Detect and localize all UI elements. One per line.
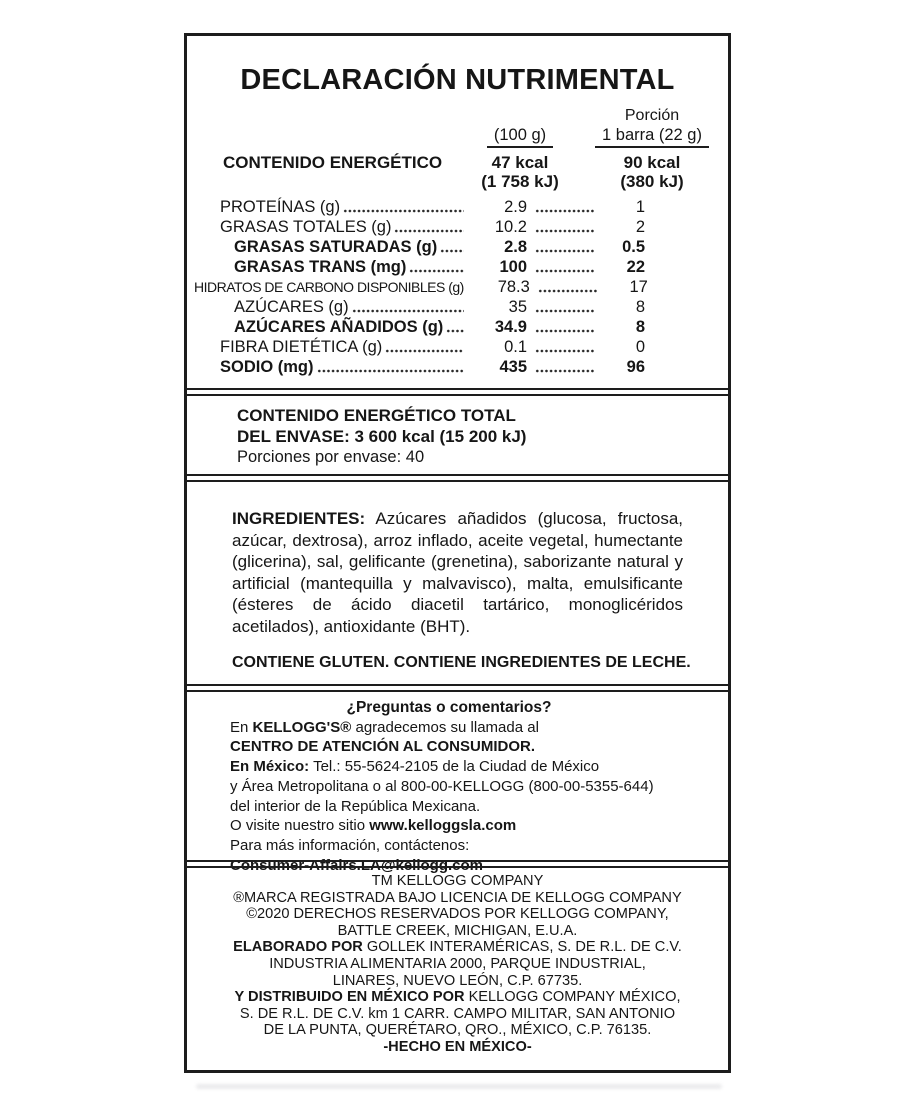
contact-line-3: En México: Tel.: 55-5624-2105 de la Ciudad de México [230,758,600,776]
total-energy-line1: CONTENIDO ENERGÉTICO TOTAL [237,406,516,425]
contact-email: Consumer-Affairs.LA@kellogg.com [230,856,483,874]
manufacturer-line: ELABORADO POR GOLLEK INTERAMÉRICAS, S. DE R.L. DE C.V. [233,939,682,956]
distributor-address-2: DE LA PUNTA, QUERÉTARO, QRO., MÉXICO, C.P. 76135. [263,1022,652,1039]
nutrient-row-sodio: SODIO (mg) 435 96 [220,358,645,376]
section-nutrition-table [187,36,728,388]
brand-name: KELLOGG'S® [252,718,352,736]
allergen-statement: CONTIENE GLUTEN. CONTIENE INGREDIENTES DE LECHE. [232,654,691,671]
total-energy-line2: DEL ENVASE: 3 600 kcal (15 200 kJ) [237,427,527,446]
energy-per-100g: 47 kcal (1 758 kJ) [481,153,559,191]
registered-mark-line: ®MARCA REGISTRADA BAJO LICENCIA DE KELLOGG COMPANY [233,889,682,906]
nutrient-rows [187,197,728,377]
contact-line-7: Para más información, contáctenos: [230,836,470,854]
col-header-per-portion: 1 barra (22 g) [587,125,717,148]
section-contact [187,692,728,874]
section-ingredients [187,482,728,684]
label-title: DECLARACIÓN NUTRIMENTAL [240,64,675,96]
dot-leader [535,208,595,213]
section-divider [187,860,728,868]
section-total-energy [187,396,728,474]
energy-content-row [187,153,728,191]
nutrient-row-grasas-totales: GRASAS TOTALES (g) 10.2 2 [220,218,645,236]
column-super-header-row [187,97,728,125]
ingredients-body: Azúcares añadidos (glucosa, fructosa, azúcar, dextrosa), arroz inflado, aceite vegetal, humectante (glicerina), sal, gelificante (grenetina), saborizante natural y artificial (mantequilla y malvavisco), malta, emulsificante (ésteres de ácido diacetil tartárico, monoglicéridos acetilados), antioxidante (BHT). [232,509,683,636]
section-divider [187,388,728,396]
dot-leader [535,348,595,353]
nutrient-row-grasas-saturadas: GRASAS SATURADAS (g) 2.8 0.5 [234,238,645,256]
copyright-line-2: BATTLE CREEK, MICHIGAN, E.U.A. [337,922,578,939]
nutrient-row-azucares: AZÚCARES (g) 35 8 [234,298,645,316]
section-divider [187,684,728,692]
distributor-address-1: S. DE R.L. DE C.V. km 1 CARR. CAMPO MILITAR, SAN ANTONIO [239,1005,676,1022]
manufacturer-address-2: LINARES, NUEVO LEÓN, C.P. 67735. [332,972,583,989]
nutrient-row-grasas-trans: GRASAS TRANS (mg) 100 22 [234,258,645,276]
col-header-per-100g: (100 g) [455,125,585,148]
contact-heading: ¿Preguntas o comentarios? [346,699,552,716]
energy-row-label: CONTENIDO ENERGÉTICO [223,153,443,172]
ingredients-heading: INGREDIENTES: [232,509,366,528]
servings-per-package: Porciones por envase: 40 [237,448,425,466]
nutrient-row-azucares-anadidos: AZÚCARES AÑADIDOS (g) 34.9 8 [234,318,645,336]
dot-leader [394,228,464,233]
dot-leader [535,308,595,313]
nutrient-row-proteinas: PROTEÍNAS (g) 2.9 1 [220,198,645,216]
column-header-row [187,125,728,148]
dot-leader [535,268,595,273]
website-url: www.kelloggsla.com [369,817,517,835]
dot-leader [317,368,465,373]
dot-leader [446,328,464,333]
label-drop-shadow [196,1084,722,1089]
dot-leader [535,228,595,233]
contact-line-4: y Área Metropolitana o al 800-00-KELLOGG (800-00-5355-644) [230,777,654,795]
nutrient-row-fibra: FIBRA DIETÉTICA (g) 0.1 0 [220,338,645,356]
made-in-mexico-line: -HECHO EN MÉXICO- [383,1038,532,1055]
contact-line-5: del interior de la República Mexicana. [230,797,481,815]
dot-leader [440,248,464,253]
dot-leader [385,348,464,353]
nutrition-label-box [184,33,731,1073]
section-divider [187,474,728,482]
portion-super-header: Porción [624,107,680,124]
dot-leader [343,208,464,213]
copyright-line: ©2020 DERECHOS RESERVADOS POR KELLOGG COMPANY, [246,906,669,923]
contact-line-1: En KELLOGG'S® agradecemos su llamada al [230,718,539,736]
dot-leader [538,288,598,293]
dot-leader [535,368,595,373]
dot-leader [409,268,464,273]
phone-number: Tel.: 55-5624-2105 de la Ciudad de México [309,758,600,776]
nutrient-row-hidratos-carbono: HIDRATOS DE CARBONO DISPONIBLES (g) 78.3 17 [194,278,648,296]
distributor-line: Y DISTRIBUIDO EN MÉXICO POR KELLOGG COMPANY MÉXICO, [234,989,681,1006]
contact-line-2: CENTRO DE ATENCIÓN AL CONSUMIDOR. [230,738,536,756]
contact-line-6: O visite nuestro sitio www.kelloggsla.com [230,817,517,835]
energy-per-portion: 90 kcal (380 kJ) [620,153,684,191]
dot-leader [535,328,595,333]
ingredients-paragraph [232,508,683,637]
dot-leader [535,248,595,253]
section-company-legal [187,868,728,1054]
dot-leader [352,308,464,313]
trademark-line: TM KELLOGG COMPANY [371,873,544,889]
manufacturer-address-1: INDUSTRIA ALIMENTARIA 2000, PARQUE INDUSTRIAL, [269,955,646,972]
